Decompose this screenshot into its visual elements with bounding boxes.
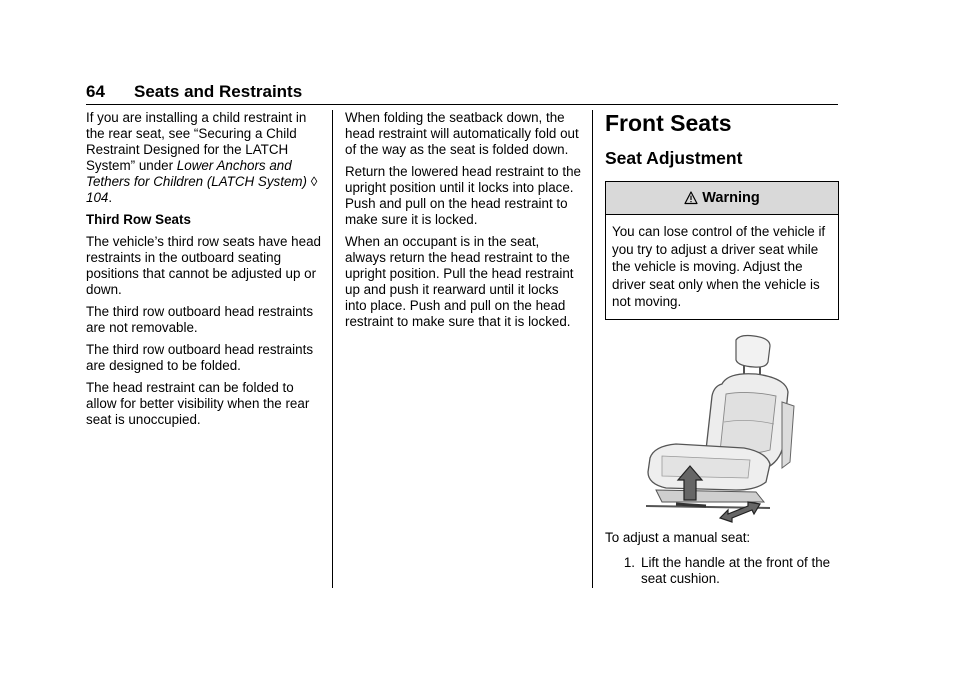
paragraph: Return the lowered head restraint to the upright position until it locks into place. Push and pull on the head restraint to make sure it is locked. <box>345 164 581 227</box>
step-number: 1. <box>623 555 635 570</box>
warning-box <box>605 181 839 320</box>
warning-text: You can lose control of the vehicle if you try to adjust a driver seat while the vehicle is moving. Adjust the driver seat only when the vehicle is not moving. <box>612 224 826 309</box>
seat-adjustment-heading: Seat Adjustment <box>605 148 743 168</box>
column-divider <box>592 110 593 588</box>
column-left <box>86 110 324 434</box>
paragraph: The head restraint can be folded to allow for better visibility when the rear seat is unoccupied. <box>86 380 310 427</box>
section-title: Seats and Restraints <box>134 82 303 101</box>
page-ref-icon: ◊ <box>310 174 318 189</box>
step-text: Lift the handle at the front of the seat cushion. <box>641 555 831 586</box>
warning-header <box>606 182 838 215</box>
paragraph: The vehicle’s third row seats have head restraints in the outboard seating positions that cannot be adjusted up or down. <box>86 234 321 297</box>
front-seats-heading: Front Seats <box>605 110 732 136</box>
paragraph: When an occupant is in the seat, always return the head restraint to the upright position. Pull the head restraint up and push it rearward until it locks into place. Push and pull on the head restraint to make sure that it is locked. <box>345 234 574 329</box>
paragraph: The third row outboard head restraints are designed to be folded. <box>86 342 314 373</box>
adjust-intro: To adjust a manual seat: <box>605 530 751 545</box>
page-number: 64 <box>86 82 105 101</box>
seat-illustration <box>636 332 808 528</box>
latch-reference-paragraph: If you are installing a child restraint in the rear seat, see “Securing a Child Restraint Designed for the LATCH System” under Lower Anchors and Tethers for Children (LATCH System) ◊ 104. <box>86 110 318 205</box>
page-header <box>86 82 838 105</box>
paragraph: The third row outboard head restraints are not removable. <box>86 304 314 335</box>
warning-icon <box>684 191 698 205</box>
third-row-seats-heading: Third Row Seats <box>86 212 191 227</box>
latch-link[interactable]: Lower Anchors and Tethers for Children (LATCH System) <box>86 158 308 189</box>
column-divider <box>332 110 333 588</box>
paragraph: When folding the seatback down, the head restraint will automatically fold out of the way as the seat is folded down. <box>345 110 579 157</box>
warning-title: Warning <box>702 190 760 206</box>
page-ref-number[interactable]: 104 <box>86 190 109 205</box>
column-right <box>605 110 839 320</box>
column-middle <box>345 110 583 336</box>
